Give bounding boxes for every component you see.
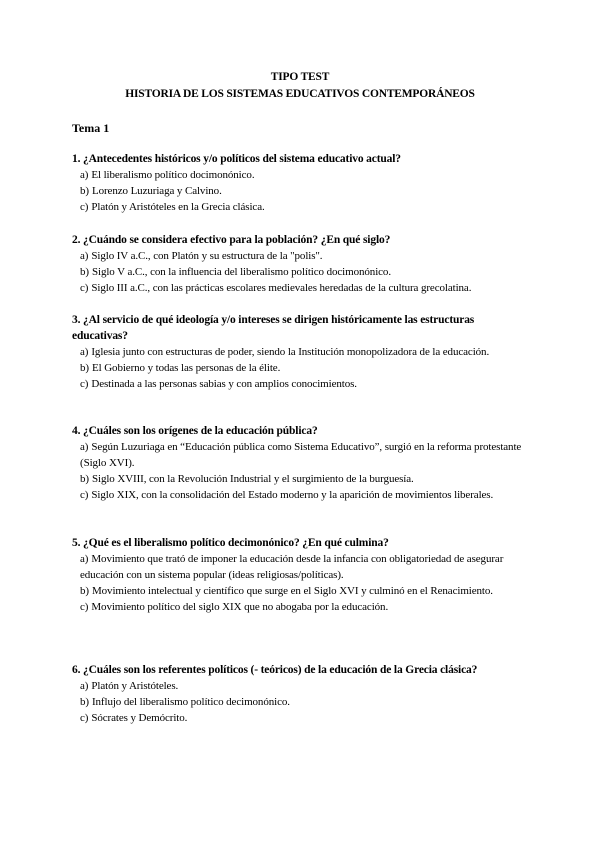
option-label: c)	[80, 489, 89, 501]
question-text: 1. ¿Antecedentes históricos y/o políticos del sistema educativo actual?	[72, 153, 401, 165]
question-text: 6. ¿Cuáles son los referentes políticos (- teóricos) de la educación de la Grecia clásica?	[72, 664, 478, 676]
option-text: Platón y Aristóteles.	[91, 680, 179, 692]
answer-option	[72, 376, 532, 392]
option-text: Destinada a las personas sabias y con amplios conocimientos.	[91, 378, 357, 390]
answer-option	[72, 583, 532, 599]
answer-option	[72, 344, 532, 360]
option-text: Movimiento que trató de imponer la educación desde la infancia con obligatoriedad de asegurar educación con un sistema popular (ideas religiosas/políticas).	[80, 553, 504, 581]
option-label: a)	[80, 250, 89, 262]
answer-option	[72, 710, 532, 726]
option-label: a)	[80, 680, 89, 692]
option-label: c)	[80, 201, 89, 213]
option-label: b)	[80, 362, 89, 374]
option-label: b)	[80, 473, 89, 485]
question-text: 5. ¿Qué es el liberalismo político decimonónico? ¿En qué culmina?	[72, 537, 389, 549]
question-block	[72, 232, 532, 296]
question-block	[72, 312, 532, 392]
option-text: Platón y Aristóteles en la Grecia clásica.	[91, 201, 265, 213]
option-text: Influjo del liberalismo político decimonónico.	[91, 696, 290, 708]
answer-option	[72, 360, 532, 376]
answer-option	[72, 439, 532, 471]
option-text: Siglo XIX, con la consolidación del Estado moderno y la aparición de movimientos liberales.	[91, 489, 494, 501]
option-label: a)	[80, 346, 89, 358]
option-label: c)	[80, 712, 89, 724]
section-heading: Tema 1	[72, 121, 110, 135]
option-label: b)	[80, 266, 89, 278]
option-text: Siglo XVIII, con la Revolución Industrial y el surgimiento de la burguesía.	[91, 473, 414, 485]
option-text: Iglesia junto con estructuras de poder, siendo la Institución monopolizadora de la educación.	[91, 346, 490, 358]
option-text: Según Luzuriaga en “Educación pública como Sistema Educativo”, surgió en la reforma protestante (Siglo XVI).	[80, 441, 522, 469]
question-text: 2. ¿Cuándo se considera efectivo para la población? ¿En qué siglo?	[72, 234, 391, 246]
answer-option	[72, 264, 532, 280]
answer-option	[72, 183, 532, 199]
answer-option	[72, 471, 532, 487]
document-subtitle: HISTORIA DE LOS SISTEMAS EDUCATIVOS CONTEMPORÁNEOS	[125, 88, 475, 100]
question-block	[72, 535, 532, 615]
question-block	[72, 662, 532, 726]
option-label: b)	[80, 185, 89, 197]
option-label: b)	[80, 696, 89, 708]
answer-option	[72, 280, 532, 296]
answer-option	[72, 551, 532, 583]
option-label: a)	[80, 553, 89, 565]
option-text: Sócrates y Demócrito.	[91, 712, 188, 724]
question-block	[72, 423, 532, 503]
option-text: El Gobierno y todas las personas de la élite.	[91, 362, 281, 374]
answer-option	[72, 599, 532, 615]
option-text: El liberalismo político docimonónico.	[91, 169, 255, 181]
answer-option	[72, 167, 532, 183]
option-label: c)	[80, 378, 89, 390]
option-text: Movimiento intelectual y científico que surge en el Siglo XVI y culminó en el Renacimiento.	[91, 585, 493, 597]
option-text: Movimiento político del siglo XIX que no abogaba por la educación.	[91, 601, 389, 613]
option-text: Siglo IV a.C., con Platón y su estructura de la "polis".	[91, 250, 323, 262]
question-text: 4. ¿Cuáles son los orígenes de la educación pública?	[72, 425, 318, 437]
option-label: a)	[80, 441, 89, 453]
question-text: 3. ¿Al servicio de qué ideología y/o intereses se dirigen históricamente las estructuras educativas?	[72, 314, 475, 342]
answer-option	[72, 678, 532, 694]
answer-option	[72, 694, 532, 710]
option-text: Siglo V a.C., con la influencia del liberalismo político docimonónico.	[91, 266, 391, 278]
option-label: a)	[80, 169, 89, 181]
answer-option	[72, 487, 532, 503]
option-text: Siglo III a.C., con las prácticas escolares medievales heredadas de la cultura grecolatina.	[91, 282, 472, 294]
answer-option	[72, 248, 532, 264]
option-label: b)	[80, 585, 89, 597]
option-text: Lorenzo Luzuriaga y Calvino.	[91, 185, 222, 197]
document-title: TIPO TEST	[270, 71, 330, 83]
option-label: c)	[80, 601, 89, 613]
question-block	[72, 151, 532, 215]
option-label: c)	[80, 282, 89, 294]
answer-option	[72, 199, 532, 215]
